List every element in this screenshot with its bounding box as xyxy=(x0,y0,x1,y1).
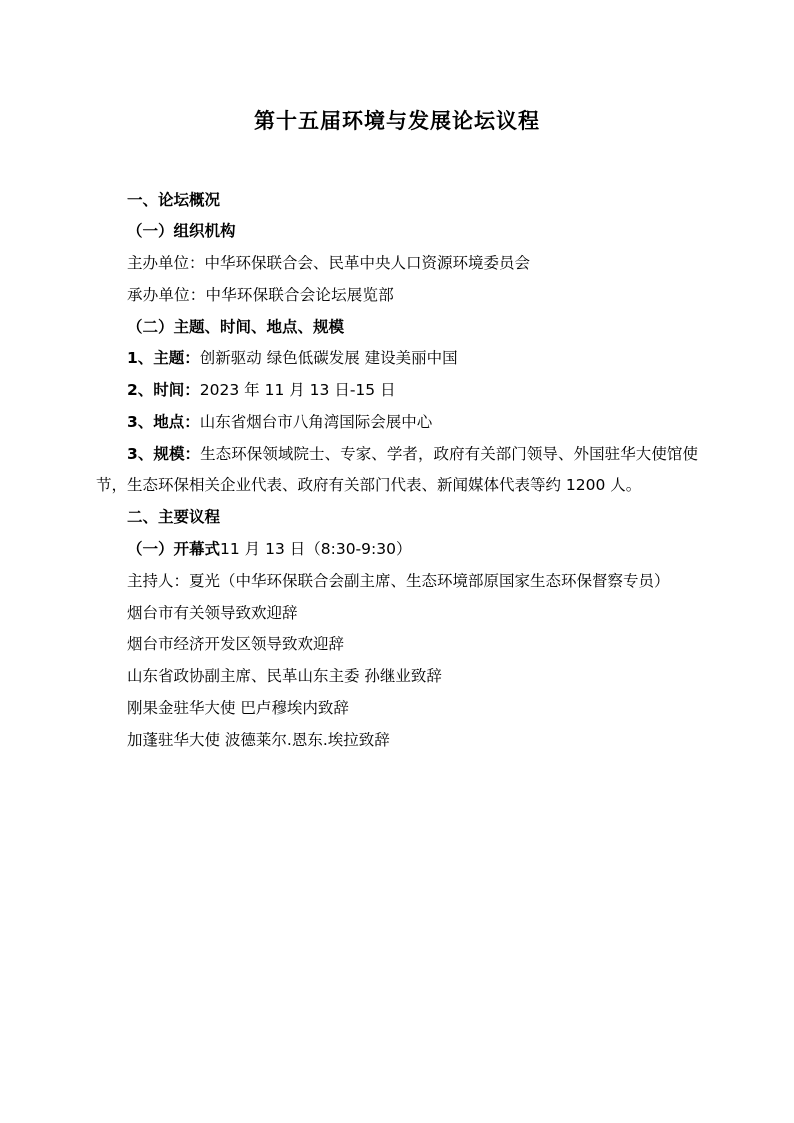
list-item: 加蓬驻华大使 波德莱尔.恩东.埃拉致辞 xyxy=(127,730,390,749)
list-item: 山东省政协副主席、民革山东主委 孙继业致辞 xyxy=(127,667,442,686)
co-organizer-line: 承办单位：中华环保联合会论坛展览部 xyxy=(127,285,394,304)
section-heading-overview: 一、论坛概况 xyxy=(127,190,221,209)
list-item: 刚果金驻华大使 巴卢穆埃内致辞 xyxy=(127,698,349,717)
agenda-opening-time: 11 月 13 日（8:30-9:30） xyxy=(220,540,412,559)
item-theme-label: 1、主题： xyxy=(127,349,200,368)
list-item: 烟台市经济开发区领导致欢迎辞 xyxy=(127,635,345,654)
subsection-heading-theme: （二）主题、时间、地点、规模 xyxy=(127,317,345,336)
item-theme-value: 创新驱动 绿色低碳发展 建设美丽中国 xyxy=(199,349,458,368)
item-place-label: 3、地点： xyxy=(127,412,200,431)
item-scale-label: 3、规模： xyxy=(127,444,201,463)
item-theme xyxy=(96,343,698,375)
page-title: 第十五届环境与发展论坛议程 xyxy=(254,109,540,133)
item-place-value: 山东省烟台市八角湾国际会展中心 xyxy=(199,412,433,431)
item-time-label: 2、时间： xyxy=(127,381,200,400)
title-spacer xyxy=(96,139,698,185)
agenda-opening-ceremony-heading xyxy=(96,534,698,566)
agenda-host-line: 主持人：夏光（中华环保联合会副主席、生态环境部原国家生态环保督察专员） xyxy=(127,571,670,590)
subsection-heading-organization: （一）组织机构 xyxy=(127,222,236,241)
item-time-value: 2023 年 11 月 13 日-15 日 xyxy=(199,381,396,400)
section-heading-agenda: 二、主要议程 xyxy=(127,508,221,527)
agenda-opening-label: （一）开幕式 xyxy=(127,540,221,559)
organizer-line: 主办单位：中华环保联合会、民革中央人口资源环境委员会 xyxy=(127,254,531,273)
item-place xyxy=(96,407,698,439)
item-scale xyxy=(96,439,698,503)
item-time xyxy=(96,375,698,407)
list-item: 烟台市有关领导致欢迎辞 xyxy=(127,603,298,622)
item-scale-value: 生态环保领域院士、专家、学者，政府有关部门领导、外国驻华大使馆使节，生态环保相关企业代表、政府有关部门代表、新闻媒体代表等约 1200 人。 xyxy=(96,444,698,495)
